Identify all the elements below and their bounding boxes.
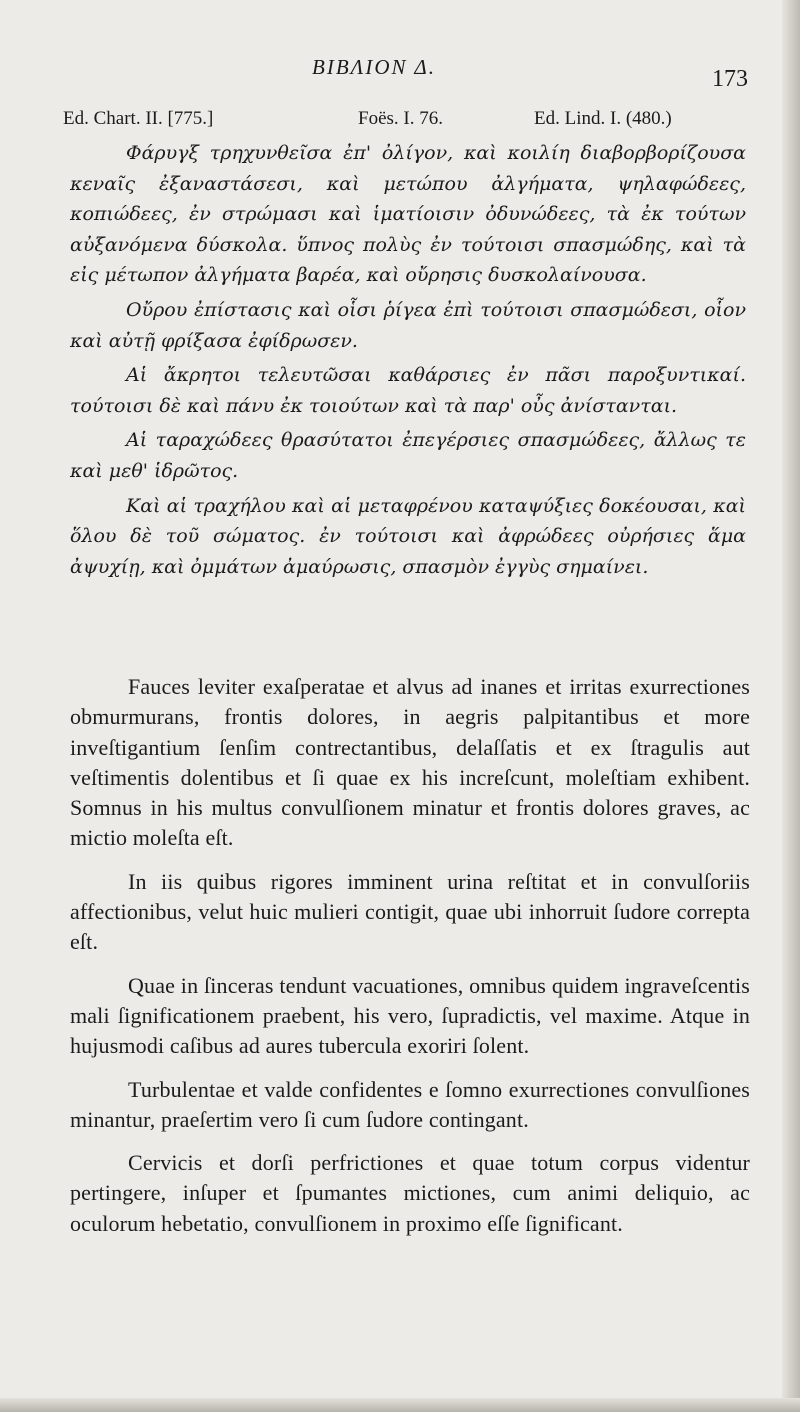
page-bottom-shadow [0, 1398, 800, 1412]
edition-linden: Ed. Lind. I. (480.) [534, 108, 672, 129]
greek-paragraph: Αἱ ταραχώδεες θρασύτατοι ἐπεγέρσιες σπασμώδεες, ἄλλως τε καὶ μεθ' ἱδρῶτος. [70, 429, 746, 482]
greek-paragraph: Αἱ ἄκρητοι τελευτῶσαι καθάρσιες ἐν πᾶσι παροξυντικαί. τούτοισι δὲ καὶ πάνυ ἐκ τοιούτων καὶ τὰ παρ' οὖς ἀνίστανται. [70, 364, 746, 417]
greek-paragraph: Φάρυγξ τρηχυνθεῖσα ἐπ' ὀλίγον, καὶ κοιλίη διαβορβορίζουσα κεναῖς ἐξαναστάσεσι, καὶ μετώπου ἀλγήματα, ψηλαφώδεες, κοπιώδεες, ἐν στρώμασι καὶ ἱματίοισιν ὀδυνώδεες, τὰ ἐκ τούτων αὐξανόμενα δύσκολα. ὕπνος πολὺς ἐν τούτοισι σπασμώδης, καὶ τὰ εἰς μέτωπον ἀλγήματα βαρέα, καὶ οὔρησις δυσκολαίνουσα. [70, 142, 746, 287]
latin-paragraph: In iis quibus rigores imminent urina reſtitat et in convulſoriis affectionibus, velut huic mulieri contigit, quae ubi inhorruit ſudore correpta eſt. [70, 868, 750, 955]
running-head: ΒΙΒΛΙΟΝ Δ. [312, 55, 436, 79]
page-number: 173 [712, 66, 748, 92]
greek-paragraph: Καὶ αἱ τραχήλου καὶ αἱ μεταφρένου καταψύξιες δοκέουσαι, καὶ ὅλου δὲ τοῦ σώματος. ἐν τούτοισι καὶ ἀφρώδεες οὐρήσιες ἅμα ἀψυχίῃ, καὶ ὀμμάτων ἀμαύρωσις, σπασμὸν ἐγγὺς σημαίνει. [70, 494, 746, 578]
latin-paragraph: Fauces leviter exaſperatae et alvus ad inanes et irritas exurrectiones obmurmurans, frontis dolores, in aegris palpitantibus et more inveſtigantium ſenſim contrectantibus, delaſſatis et ex ſtragulis aut veſtimentis dolentibus et ſi quae ex his increſcunt, moleſtiam exhibent. Somnus in his multus convulſionem minatur et frontis dolores graves, ac mictio moleſta eſt. [70, 674, 750, 851]
edition-chartier: Ed. Chart. II. [775.] [63, 108, 214, 129]
latin-paragraph: Quae in ſinceras tendunt vacuationes, omnibus quidem ingraveſcentis mali ſignificationem praebent, his vero, ſupradictis, vel maxime. Atque in hujusmodi caſibus ad aures tubercula exoriri ſolent. [70, 972, 750, 1059]
page-edge-shadow [782, 0, 800, 1412]
latin-translation [70, 672, 750, 1239]
latin-paragraph: Cervicis et dorſi perfrictiones et quae totum corpus videntur pertingere, inſuper et ſpumantes mictiones, cum animi deliquio, ac oculorum hebetatio, convulſionem in proximo eſſe ſignificant. [70, 1150, 750, 1236]
greek-text [70, 138, 746, 582]
edition-foesius: Foës. I. 76. [358, 108, 443, 129]
latin-paragraph: Turbulentae et valde confidentes e ſomno exurrectiones convulſiones minantur, praeſertim vero ſi cum ſudore contingant. [70, 1076, 750, 1132]
greek-paragraph: Οὔρου ἐπίστασις καὶ οἷσι ῥίγεα ἐπὶ τούτοισι σπασμώδεσι, οἷον καὶ αὐτῇ φρίξασα ἐφίδρωσεν. [70, 298, 746, 352]
